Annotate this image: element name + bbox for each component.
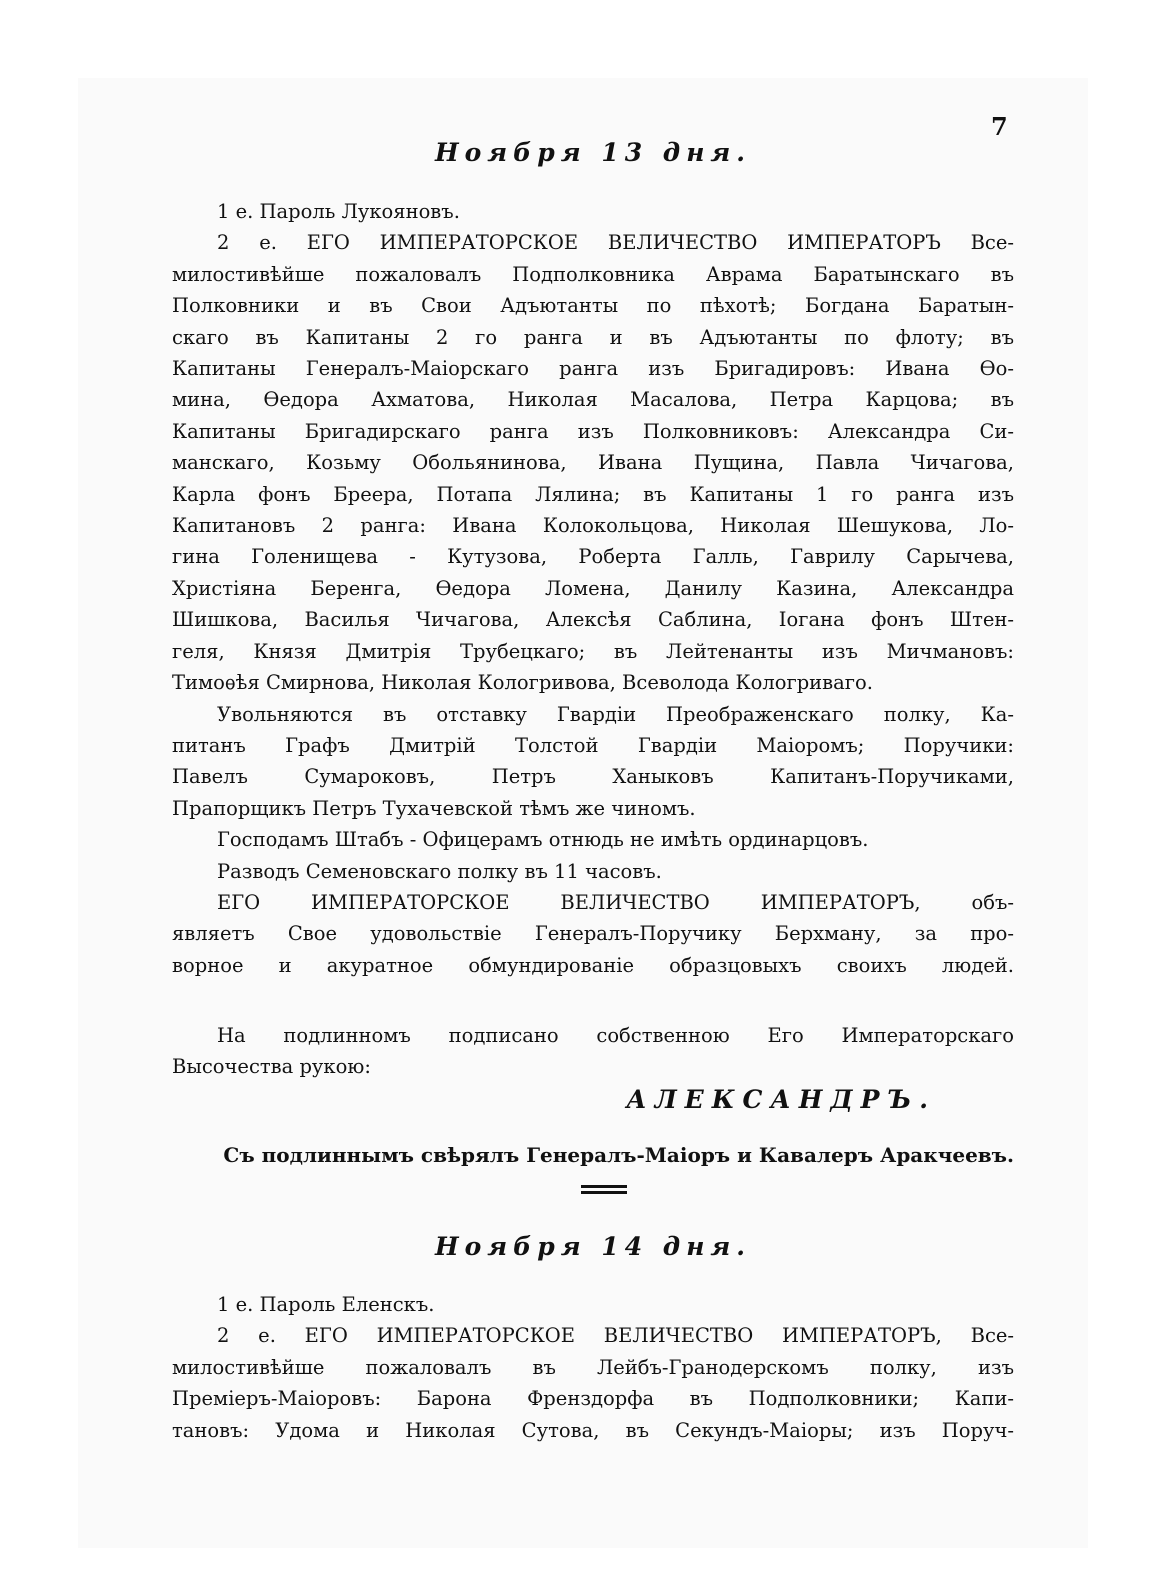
text-line: Тимоѳѣя Смирнова, Николая Кологривова, Всеволода Кологриваго.: [172, 671, 873, 695]
text-line: Господамъ Штабъ - Офицерамъ отнюдь не имѣть ординарцовъ.: [217, 828, 869, 852]
text-line: Павелъ Сумароковъ, Петръ Ханыковъ Капитанъ-Поручиками,: [172, 765, 1014, 789]
text-line: Капитаны Генералъ-Маіорскаго ранга изъ Бригадировъ: Ивана Ѳо-: [172, 357, 1014, 381]
text-line: Преміеръ-Маіоровъ: Барона Френздорфа въ Подполковники; Капи-: [172, 1387, 1014, 1411]
text-line: являетъ Свое удовольствіе Генералъ-Поручику Берхману, за про-: [172, 922, 1014, 946]
entry-heading: Ноября 14 дня.: [434, 1232, 752, 1261]
text-line: Карла фонъ Бреера, Потапа Лялина; въ Капитаны 1 го ранга изъ: [172, 482, 1014, 506]
text-line: мина, Ѳедора Ахматова, Николая Масалова, Петра Карцова; въ: [172, 388, 1014, 412]
text-line: Шишкова, Василья Чичагова, Алексѣя Саблина, Іогана фонъ Штен-: [172, 608, 1014, 632]
text-line: ЕГО ИМПЕРАТОРСКОЕ ВЕЛИЧЕСТВО ИМПЕРАТОРЪ, объ-: [217, 890, 1014, 914]
section-divider: [581, 1185, 627, 1194]
certification-line: Съ подлиннымъ свѣрялъ Генералъ-Маіоръ и Кавалеръ Аракчеевъ.: [223, 1143, 1014, 1167]
text-line: ворное и акуратное обмундированіе образцовыхъ своихъ людей.: [172, 953, 1014, 977]
entry-november-13-body: [172, 196, 1014, 981]
text-line: питанъ Графъ Дмитрій Толстой Гвардіи Маіоромъ; Поручики:: [172, 733, 1014, 757]
text-line: Капитановъ 2 ранга: Ивана Колокольцова, Николая Шешукова, Ло-: [172, 514, 1014, 538]
text-line: Разводъ Семеновскаго полку въ 11 часовъ.: [217, 859, 662, 883]
text-line: Увольняются въ отставку Гвардіи Преображенскаго полку, Ка-: [217, 702, 1014, 726]
text-line: Капитаны Бригадирскаго ранга изъ Полковниковъ: Александра Си-: [172, 419, 1014, 443]
signature-label: Высочества рукою:: [172, 1055, 371, 1079]
text-line: скаго въ Капитаны 2 го ранга и въ Адъютанты по флоту; въ: [172, 325, 1014, 349]
text-line: 1 е. Пароль Лукояновъ.: [217, 200, 460, 223]
signature-block: [172, 1020, 1014, 1083]
text-line: Полковники и въ Свои Адъютанты по пѣхотѣ; Богдана Баратын-: [172, 294, 1014, 318]
text-line: милостивѣйше пожаловалъ въ Лейбъ-Гранодерскомъ полку, изъ: [172, 1355, 1014, 1379]
text-line: Прапорщикъ Петръ Тухачевской тѣмъ же чиномъ.: [172, 796, 696, 820]
signature-name: АЛЕКСАНДРЪ.: [626, 1085, 936, 1114]
text-line: 2 е. ЕГО ИМПЕРАТОРСКОЕ ВЕЛИЧЕСТВО ИМПЕРАТОРЪ Все-: [217, 231, 1014, 255]
text-line: милостивѣйше пожаловалъ Подполковника Аврама Баратынскаго въ: [172, 262, 1014, 286]
text-line: Христіяна Беренга, Ѳедора Ломена, Данилу Казина, Александра: [172, 576, 1014, 600]
entry-november-14-body: [172, 1289, 1014, 1446]
text-line: 2 е. ЕГО ИМПЕРАТОРСКОЕ ВЕЛИЧЕСТВО ИМПЕРАТОРЪ, Все-: [217, 1324, 1014, 1348]
entry-november-14: [172, 1232, 1014, 1261]
entry-heading: Ноября 13 дня.: [434, 138, 752, 167]
entry-november-13: [172, 138, 1014, 167]
signature-name-block: [172, 1085, 1014, 1114]
certification-block: [172, 1143, 1014, 1167]
signature-label: На подлинномъ подписано собственною Его Императорскаго: [217, 1024, 1014, 1047]
text-line: 1 е. Пароль Еленскъ.: [217, 1293, 435, 1316]
page-number: 7: [991, 112, 1008, 141]
text-line: геля, Князя Дмитрія Трубецкаго; въ Лейтенанты изъ Мичмановъ:: [172, 639, 1014, 663]
text-line: тановъ: Удома и Николая Сутова, въ Секундъ-Маіоры; изъ Поруч-: [172, 1418, 1014, 1442]
text-line: манскаго, Козьму Обольянинова, Ивана Пущина, Павла Чичагова,: [172, 451, 1014, 475]
text-line: гина Голенищева - Кутузова, Роберта Галль, Гаврилу Сарычева,: [172, 545, 1014, 569]
